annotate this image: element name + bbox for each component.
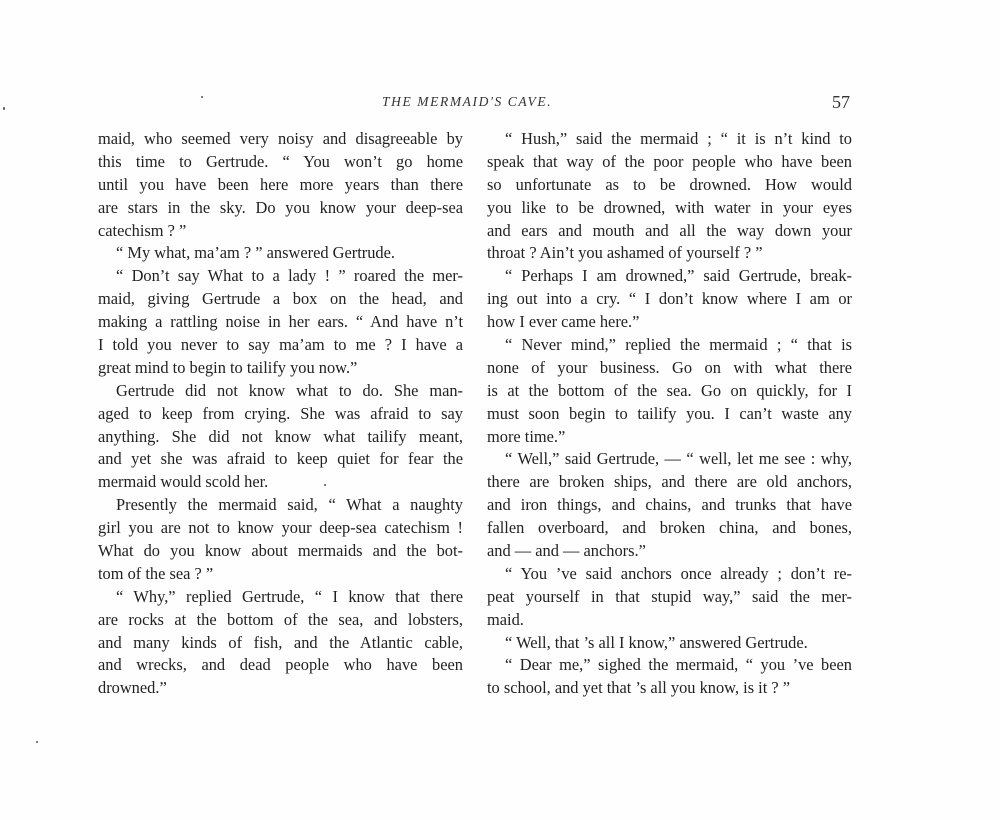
print-speck <box>324 484 326 486</box>
text-line: “ Well, that ’s all I know,” answered Gertrude. <box>505 632 808 652</box>
text-line: are stars in the sky. Do you know your deep-sea <box>98 197 463 217</box>
text-line: Gertrude did not know what to do. She man- <box>116 380 463 400</box>
text-line: maid, giving Gertrude a box on the head, and <box>98 289 463 309</box>
text-line: and many kinds of fish, and the Atlantic cable, <box>98 632 463 652</box>
text-line: aged to keep from crying. She was afraid to say <box>98 403 463 423</box>
text-line: “ Hush,” said the mermaid ; “ it is n’t kind to <box>505 129 852 148</box>
text-line: and wrecks, and dead people who have been <box>98 655 463 675</box>
text-line: you like to be drowned, with water in your eyes <box>487 197 852 217</box>
text-line: ing out into a cry. “ I don’t know where I am or <box>487 289 852 309</box>
text-line: there are broken ships, and there are old anchors, <box>487 472 852 492</box>
text-line: how I ever came here.” <box>487 312 640 332</box>
right-text-column <box>487 128 852 700</box>
text-line: catechism ? ” <box>98 220 187 240</box>
text-line: “ Why,” replied Gertrude, “ I know that there <box>116 586 463 606</box>
text-line: is at the bottom of the sea. Go on quickly, for I <box>487 380 852 400</box>
text-line: and iron things, and chains, and trunks that have <box>487 495 852 515</box>
text-line: maid. <box>487 609 524 629</box>
text-line: mermaid would scold her. <box>98 472 269 492</box>
page-number: 57 <box>832 92 850 112</box>
text-line: maid, who seemed very noisy and disagreeable by <box>98 129 463 148</box>
text-line: must soon begin to tailify you. I can’t waste any <box>487 403 852 423</box>
text-line: great mind to begin to tailify you now.” <box>98 357 358 377</box>
running-title: THE MERMAID'S CAVE. <box>382 94 553 109</box>
text-line: “ Never mind,” replied the mermaid ; “ that is <box>505 335 852 355</box>
text-line: until you have been here more years than there <box>98 174 463 194</box>
text-line: “ Well,” said Gertrude, — “ well, let me see : why, <box>505 449 852 469</box>
text-line: to school, and yet that ’s all you know, is it ? ” <box>487 678 791 698</box>
text-line: more time.” <box>487 426 566 446</box>
text-line: “ My what, ma’am ? ” answered Gertrude. <box>116 243 395 263</box>
text-line: “ You ’ve said anchors once already ; don’t re- <box>505 563 852 583</box>
text-line: fallen overboard, and broken china, and bones, <box>487 518 852 538</box>
text-line: throat ? Ain’t you ashamed of yourself ? ” <box>487 243 763 263</box>
text-line: girl you are not to know your deep-sea catechism ! <box>98 518 463 538</box>
text-line: making a rattling noise in her ears. “ And have n’t <box>98 312 463 332</box>
print-speck <box>201 96 203 98</box>
text-line: Presently the mermaid said, “ What a naughty <box>116 495 463 515</box>
page-header <box>0 94 1000 118</box>
text-line: are rocks at the bottom of the sea, and lobsters, <box>98 609 463 629</box>
text-line: “ Dear me,” sighed the mermaid, “ you ’ve been <box>505 655 852 675</box>
print-speck <box>36 741 38 743</box>
text-line: and ears and mouth and all the way down your <box>487 220 852 240</box>
text-line: so unfortunate as to be drowned. How would <box>487 174 852 194</box>
text-line: What do you know about mermaids and the bot- <box>98 541 463 561</box>
text-line: and yet she was afraid to keep quiet for fear the <box>98 449 463 469</box>
left-text-column <box>98 128 463 700</box>
text-line: I told you never to say ma’am to me ? I have a <box>98 335 463 355</box>
text-line: anything. She did not know what tailify meant, <box>98 426 463 446</box>
text-line: this time to Gertrude. “ You won’t go home <box>98 151 463 171</box>
text-line: “ Perhaps I am drowned,” said Gertrude, break- <box>505 266 852 286</box>
text-line: none of your business. Go on with what there <box>487 357 852 377</box>
text-line: peat yourself in that stupid way,” said the mer- <box>487 586 852 606</box>
text-line: “ Don’t say What to a lady ! ” roared the mer- <box>116 266 463 286</box>
text-line: and — and — anchors.” <box>487 541 646 561</box>
text-line: tom of the sea ? ” <box>98 563 214 583</box>
print-speck <box>3 107 5 110</box>
text-line: speak that way of the poor people who have been <box>487 151 852 171</box>
text-line: drowned.” <box>98 678 167 698</box>
